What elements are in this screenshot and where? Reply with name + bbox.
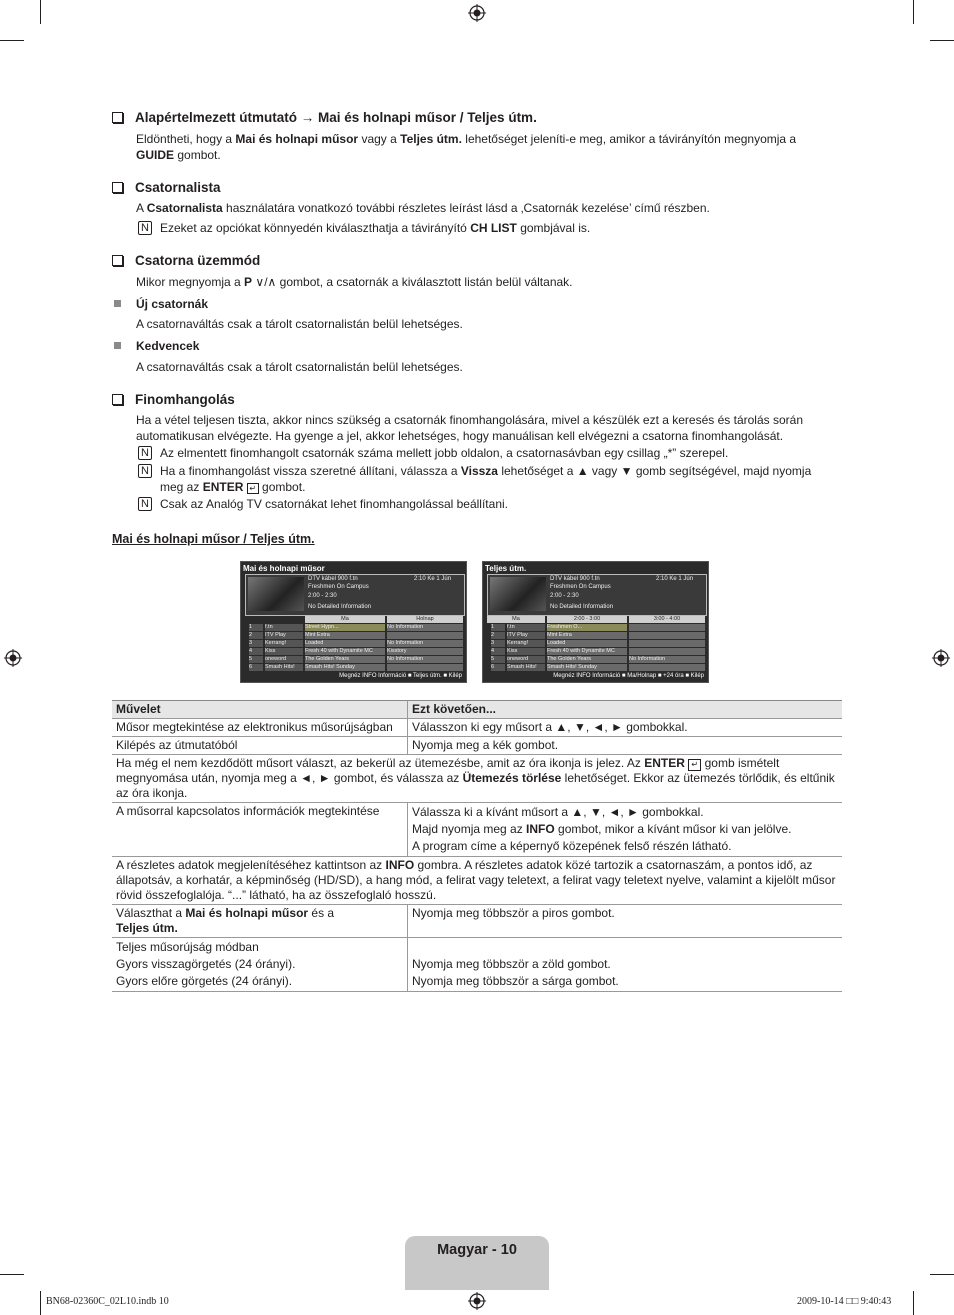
- guide-cell: Street Hypn...: [305, 624, 385, 631]
- note-icon: N: [138, 221, 152, 235]
- note-text: Csak az Analóg TV csatornákat lehet finomhangolással beállítani.: [160, 497, 508, 511]
- enter-icon: ↵: [688, 759, 701, 771]
- guide-cell: [629, 624, 705, 631]
- bullet-square-icon: [114, 342, 121, 349]
- preview-thumbnail: [490, 577, 546, 611]
- section-title-channel-list: Csatornalista: [112, 180, 221, 195]
- guide-row[interactable]: [245, 664, 463, 671]
- operations-table: [112, 700, 842, 992]
- tv-screen-full-guide: [482, 561, 709, 683]
- guide-row[interactable]: [245, 648, 463, 655]
- table-header-row: Művelet Ezt követően...: [112, 701, 842, 719]
- screen-footer: Megnéz INFO Információ ■ Ma/Holnap ■ +24 óra ■ Kilép: [553, 673, 704, 679]
- guide-cell: Kerrang!: [265, 640, 303, 647]
- guide-cell: f.tn: [507, 624, 545, 631]
- guide-cell: Kiss: [265, 648, 303, 655]
- table-row: Kilépés az útmutatóból Nyomja meg a kék gombot.: [112, 737, 842, 755]
- guide-cell: [387, 664, 463, 671]
- note-icon: N: [138, 497, 152, 511]
- guide-cell: The Golden Years: [547, 656, 627, 663]
- guide-heading: Mai és holnapi műsor / Teljes útm.: [112, 532, 315, 546]
- guide-cell: Loaded: [305, 640, 385, 647]
- table-row: Választhat a Mai és holnapi műsor és a Teljes útm. Nyomja meg többször a piros gombot.: [112, 905, 842, 938]
- program-info-box: DTV kábel 900 f.tn 2:10 Ke 1 Jún Freshmen On Campus 2:00 - 2:30 No Detailed Information: [487, 574, 707, 616]
- crop-mark: [0, 1274, 24, 1275]
- column-header-row: Ma 2:00 - 3:00 3:00 - 4:00: [487, 616, 705, 623]
- registration-mark-icon: [4, 649, 22, 667]
- table-row: A részletes adatok megjelenítéséhez kattintson az INFO gombra. A részletes adatok közé tartozik a csatornaszám, a pontos idő, az állapotsáv, a korhatár, a képminőség (HD/SD), a hang mód, a felirat vagy teletext, a felirat vagy teletext nyelve, valamint a kijelölt műsor rövid összefoglalója. “...” látható, ha az összefoglaló hosszú.: [112, 857, 842, 905]
- guide-cell: Loaded: [547, 640, 627, 647]
- guide-cell: Fresh 40 with Dynamite MC: [547, 648, 627, 655]
- guide-cell: ITV Play: [265, 632, 303, 639]
- guide-row[interactable]: [487, 664, 705, 671]
- table-row: Teljes műsorújság módban Gyors visszagörgetés (24 órányi). Gyors előre görgetés (24 órányi). Nyomja meg többször a zöld gombot. Nyomja meg többször a sárga gombot.: [112, 938, 842, 992]
- section-title-default-guide: Alapértelmezett útmutató → Mai és holnapi műsor / Teljes útm.: [112, 110, 537, 125]
- crop-mark: [40, 0, 41, 24]
- guide-cell: Freshmen O...: [547, 624, 627, 631]
- table-row: A műsorral kapcsolatos információk megtekintése Válassza ki a kívánt műsort a ▲, ▼, ◄, ► gombokkal. Majd nyomja meg az INFO gombot, mikor a kívánt műsor ki van jelölve. A program címe a képernyő közepének felső részén látható.: [112, 803, 842, 857]
- checkbox-icon: [112, 182, 123, 193]
- section-text: Ha a vétel teljesen tiszta, akkor nincs szükség a csatornák finomhangolására, mivel a készülék ezt a keresés és tárolás során automatikusan elvégezte. Ha gyenge a jel, akkor lehetséges, hogy manuálisan kell elvégezni a csatorna finomhangolását.: [136, 413, 803, 443]
- guide-cell: No Information: [629, 656, 705, 663]
- guide-row[interactable]: [245, 624, 463, 631]
- guide-cell: oneword: [507, 656, 545, 663]
- guide-cell: ITV Play: [507, 632, 545, 639]
- table-row: Műsor megtekintése az elektronikus műsorújságban Válasszon ki egy műsort a ▲, ▼, ◄, ► gombokkal.: [112, 719, 842, 737]
- subsection-title: Új csatornák: [136, 297, 209, 311]
- guide-cell: 2: [491, 632, 505, 639]
- guide-cell: 5: [491, 656, 505, 663]
- bullet-square-icon: [114, 300, 121, 307]
- guide-cell: Kerrang!: [507, 640, 545, 647]
- guide-cell: 1: [249, 624, 263, 631]
- guide-cell: Smash Hits! Sunday: [547, 664, 627, 671]
- chevron-down-icon: ∨: [255, 275, 265, 289]
- guide-cell: f.tn: [265, 624, 303, 631]
- crop-mark: [40, 1291, 41, 1315]
- guide-cell: 5: [249, 656, 263, 663]
- checkbox-icon: [112, 255, 123, 266]
- guide-cell: 6: [249, 664, 263, 671]
- section-title-fine-tune: Finomhangolás: [112, 392, 235, 407]
- guide-cell: Kiss: [507, 648, 545, 655]
- guide-cell: 4: [491, 648, 505, 655]
- guide-cell: Kisstory: [387, 648, 463, 655]
- guide-cell: No Information: [387, 656, 463, 663]
- section-title-channel-mode: Csatorna üzemmód: [112, 253, 260, 268]
- crop-mark: [913, 1291, 914, 1315]
- guide-row[interactable]: [487, 656, 705, 663]
- note-icon: N: [138, 464, 152, 478]
- guide-row[interactable]: [487, 640, 705, 647]
- crop-mark: [930, 40, 954, 41]
- guide-cell: Mint Extra: [547, 632, 627, 639]
- guide-cell: oneword: [265, 656, 303, 663]
- note-icon: N: [138, 446, 152, 460]
- guide-row[interactable]: [245, 640, 463, 647]
- subsection-text: A csatornaváltás csak a tárolt csatornalistán belül lehetséges.: [136, 317, 463, 331]
- registration-mark-icon: [932, 649, 950, 667]
- guide-cell: [629, 664, 705, 671]
- guide-row[interactable]: [487, 624, 705, 631]
- guide-row[interactable]: [245, 656, 463, 663]
- date-slug: 2009-10-14 □□ 9:40:43: [797, 1296, 892, 1307]
- guide-cell: 3: [491, 640, 505, 647]
- checkbox-icon: [112, 112, 123, 123]
- page-number-tab: Magyar - 10: [405, 1236, 549, 1290]
- section-text: Mikor megnyomja a P ∨/∧ gombot, a csatornák a kiválasztott listán belül váltanak.: [136, 275, 573, 289]
- chevron-up-icon: ∧: [267, 275, 277, 289]
- guide-row[interactable]: [245, 632, 463, 639]
- guide-cell: Smash Hits!: [507, 664, 545, 671]
- screen-header: Mai és holnapi műsor: [243, 564, 325, 573]
- guide-cell: Mint Extra: [305, 632, 385, 639]
- note-text: Ha a finomhangolást vissza szeretné állítani, válassza a Vissza lehetőséget a ▲ vagy ▼ gomb segítségével, majd nyomja meg az ENTER ↵ gombot.: [160, 464, 812, 494]
- crop-mark: [930, 1274, 954, 1275]
- guide-cell: [629, 640, 705, 647]
- screen-header: Teljes útm.: [485, 564, 527, 573]
- file-slug: BN68-02360C_02L10.indb 10: [46, 1296, 169, 1307]
- guide-cell: 6: [491, 664, 505, 671]
- guide-cell: [629, 648, 705, 655]
- guide-cell: Smash Hits!: [265, 664, 303, 671]
- guide-cell: Smash Hits! Sunday: [305, 664, 385, 671]
- note-text: Az elmentett finomhangolt csatornák száma mellett jobb oldalon, a csatornasávban egy csillag „*” szerepel.: [160, 446, 729, 460]
- guide-cell: No Information: [387, 624, 463, 631]
- guide-cell: The Golden Years: [305, 656, 385, 663]
- guide-cell: 1: [491, 624, 505, 631]
- guide-row[interactable]: [487, 632, 705, 639]
- table-row: Ha még el nem kezdődött műsort választ, az bekerül az ütemezésbe, amit az óra ikonja is jelez. Az ENTER ↵ gomb ismételt megnyomása után, nyomja meg a ◄, ► gombot, és válassza az Ütemezés törlése lehetőséget. Ekkor az ütemezés törlődik, és eltűnik az óra ikonja.: [112, 755, 842, 803]
- crop-mark: [0, 40, 24, 41]
- enter-icon: ↵: [247, 483, 259, 494]
- subsection-title: Kedvencek: [136, 339, 200, 353]
- registration-mark-icon: [468, 4, 486, 22]
- crop-mark: [913, 0, 914, 24]
- guide-cell: [387, 632, 463, 639]
- tv-screen-today-tomorrow: [240, 561, 467, 683]
- guide-cell: 3: [249, 640, 263, 647]
- guide-cell: [629, 632, 705, 639]
- checkbox-icon: [112, 394, 123, 405]
- program-info-box: DTV kábel 900 f.tn 2:10 Ke 1 Jún Freshmen On Campus 2:00 - 2:30 No Detailed Information: [245, 574, 465, 616]
- screen-footer: Megnéz INFO Információ ■ Teljes útm. ■ Kilép: [339, 673, 462, 679]
- subsection-text: A csatornaváltás csak a tárolt csatornalistán belül lehetséges.: [136, 360, 463, 374]
- section-text: Eldöntheti, hogy a Mai és holnapi műsor vagy a Teljes útm. lehetőséget jeleníti-e meg, amikor a távirányítón megnyomja a GUIDE gombot.: [136, 132, 797, 162]
- guide-cell: No Information: [387, 640, 463, 647]
- guide-cell: 2: [249, 632, 263, 639]
- guide-row[interactable]: [487, 648, 705, 655]
- guide-cell: 4: [249, 648, 263, 655]
- section-text: A Csatornalista használatára vonatkozó további részletes leírást lásd a ‚Csatornák kezelése’ című részben.: [136, 201, 710, 215]
- registration-mark-icon: [468, 1292, 486, 1310]
- guide-cell: Fresh 40 with Dynamite MC: [305, 648, 385, 655]
- column-header-row: Ma Holnap: [245, 616, 463, 623]
- note-text: Ezeket az opciókat könnyedén kiválaszthatja a távirányító CH LIST gombjával is.: [160, 221, 591, 235]
- preview-thumbnail: [248, 577, 304, 611]
